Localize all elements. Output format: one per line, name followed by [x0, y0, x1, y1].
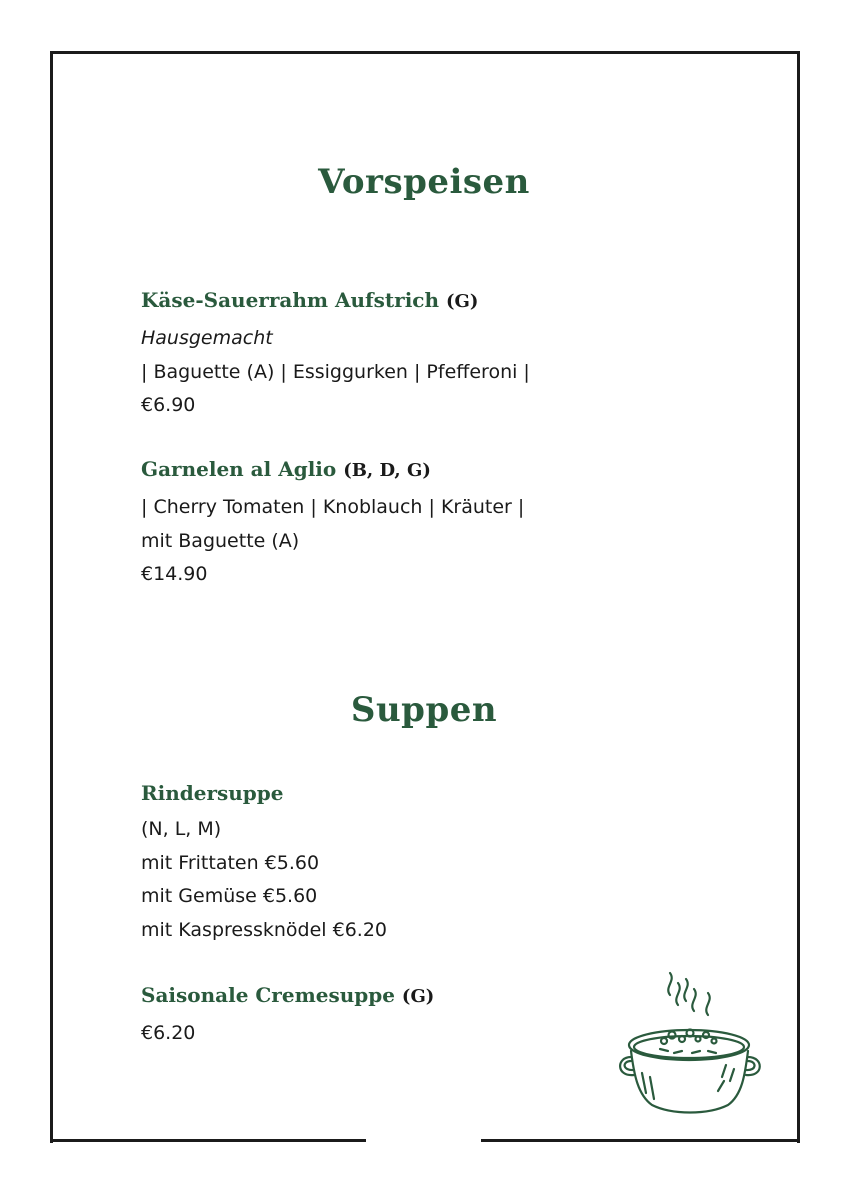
menu-item-allergens: (G) [401, 986, 435, 1007]
menu-item-kaese-sauerrahm [141, 286, 701, 423]
menu-item-name [141, 455, 701, 485]
menu-item-allergens: (N, L, M) [141, 818, 222, 840]
menu-item-allergens: (B, D, G) [343, 460, 431, 481]
menu-item-description: mit Baguette (A) [141, 529, 300, 552]
menu-item-title: Saisonale Cremesuppe [141, 983, 395, 1007]
section-title-suppen: Suppen [350, 690, 498, 730]
menu-item-sides: | Cherry Tomaten | Knoblauch | Kräuter | [141, 496, 525, 518]
menu-item-price: €6.20 [141, 1022, 196, 1044]
menu-item-description: Hausgemacht [141, 327, 273, 349]
menu-item-title: Garnelen al Aglio [141, 457, 337, 481]
menu-item-allergens: (G) [445, 291, 479, 312]
frame-border-bottom-left [50, 1139, 366, 1142]
menu-item-name [141, 286, 701, 316]
section-title-vorspeisen: Vorspeisen [318, 162, 530, 202]
menu-item-price: €14.90 [141, 563, 208, 585]
menu-item-title: Käse-Sauerrahm Aufstrich [141, 288, 440, 312]
menu-item-rindersuppe [141, 779, 701, 947]
frame-border-bottom-right [481, 1139, 800, 1142]
menu-item-name [141, 779, 701, 807]
frame-border-top [50, 51, 800, 54]
frame-border-left [50, 51, 53, 1143]
soup-pot-icon [612, 965, 772, 1125]
menu-item-price: €6.90 [141, 394, 196, 416]
menu-item-variant: mit Gemüse €5.60 [141, 885, 318, 907]
menu-item-variant: mit Frittaten €5.60 [141, 851, 320, 874]
menu-item-variant: mit Kaspressknödel €6.20 [141, 918, 388, 941]
menu-item-sides: | Baguette (A) | Essiggurken | Pfefferoni | [141, 360, 530, 383]
menu-item-title: Rindersuppe [141, 781, 284, 805]
frame-border-right [797, 51, 800, 1143]
menu-item-garnelen [141, 455, 701, 592]
